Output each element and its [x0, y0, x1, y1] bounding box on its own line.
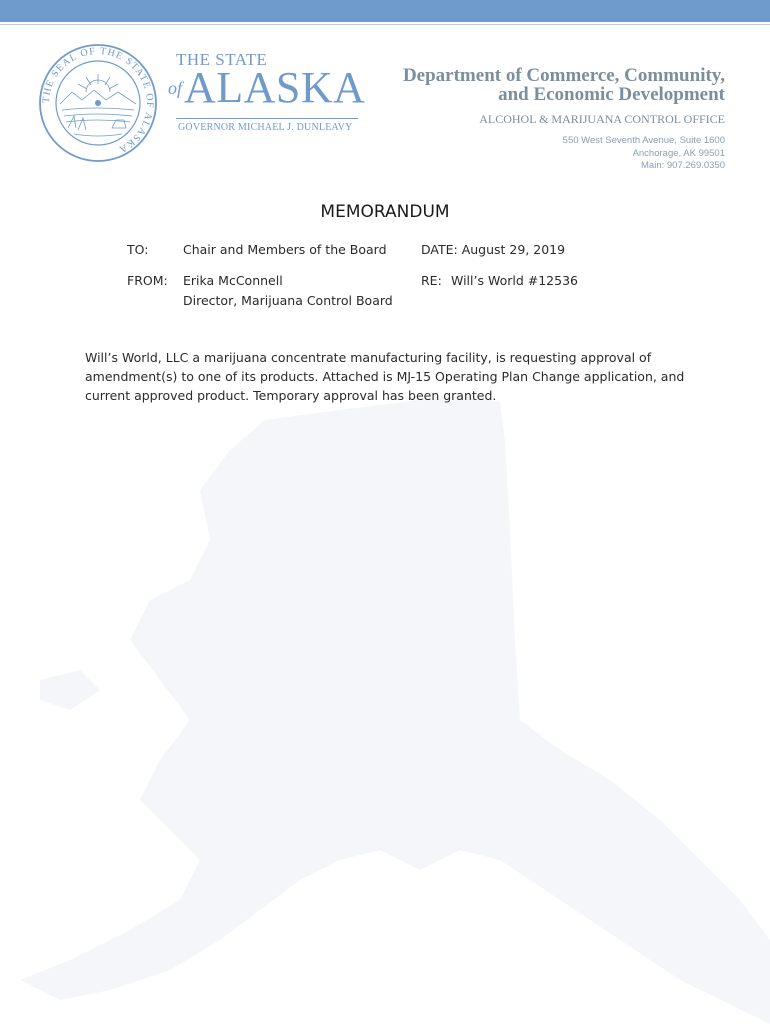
state-wordmark	[168, 46, 368, 136]
address-city: Anchorage, AK 99501	[632, 147, 725, 159]
re-value: Will’s World #12536	[451, 273, 578, 288]
from-label: FROM:	[127, 273, 168, 288]
office-name: ALCOHOL & MARIJUANA CONTROL OFFICE	[479, 112, 725, 126]
alaska-map-watermark-icon	[0, 380, 770, 1024]
governor-name: GOVERNOR MICHAEL J. DUNLEAVY	[178, 122, 353, 133]
department-line-1: Department of Commerce, Community,	[402, 65, 725, 86]
department-name	[403, 66, 725, 104]
to-value: Chair and Members of the Board	[183, 242, 387, 257]
from-title: Director, Marijuana Control Board	[183, 293, 393, 308]
memo-body: Will’s World, LLC a marijuana concentrate manufacturing facility, is requesting approval of amendment(s) to one of its products. Attached is MJ-15 Operating Plan Change application, and current approved product. Temporary approval has been granted.	[85, 350, 685, 403]
header-bar	[0, 0, 770, 22]
from-name: Erika McConnell	[183, 273, 283, 288]
department-line-2: and Economic Development	[498, 84, 725, 105]
memo-title: MEMORANDUM	[320, 202, 450, 222]
address-street: 550 West Seventh Avenue, Suite 1600	[562, 135, 725, 146]
address-phone: Main: 907.269.0350	[641, 160, 725, 171]
header-rule	[0, 24, 770, 25]
the-state-text: THE STATE	[176, 50, 268, 69]
to-label: TO:	[127, 242, 149, 257]
re-label: RE:	[421, 273, 442, 288]
seal-ring-text: THE SEAL OF THE STATE OF ALASKA	[40, 45, 156, 156]
state-seal-icon	[38, 40, 158, 166]
office-address	[563, 135, 725, 173]
date-field: DATE: August 29, 2019	[421, 242, 566, 257]
of-text: of	[168, 78, 183, 98]
wordmark-rule	[176, 118, 358, 119]
alaska-text: ALASKA	[184, 63, 366, 112]
